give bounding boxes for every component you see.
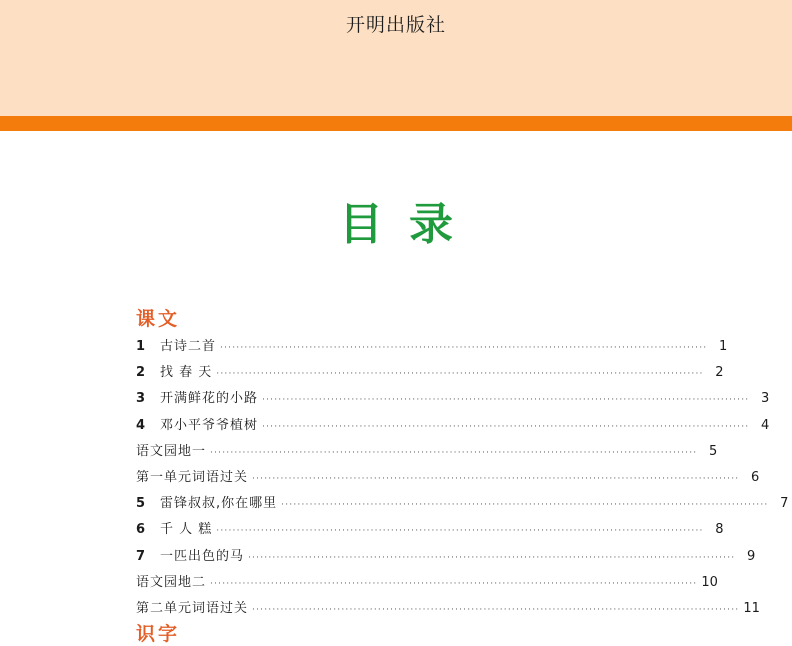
- page-number: 9: [747, 548, 756, 564]
- lesson-number: 3: [136, 391, 146, 407]
- toc-row[interactable]: [136, 440, 718, 466]
- dot-leader: ························································································································: [210, 447, 698, 458]
- page-number: 3: [761, 391, 770, 407]
- dot-leader: ························································································································: [262, 421, 750, 432]
- entry-title: 千 人 糕: [160, 522, 213, 538]
- entry-title: 雷锋叔叔,你在哪里: [160, 496, 278, 512]
- entry-title: 古诗二首: [160, 339, 217, 354]
- page-number: 1: [719, 339, 728, 354]
- entry-title: 一匹出色的马: [160, 548, 245, 564]
- orange-stripe: [0, 116, 792, 131]
- dot-leader: ························································································································: [216, 369, 704, 380]
- toc-row[interactable]: [136, 571, 718, 597]
- toc-list: [136, 335, 789, 623]
- page-title: 目录: [339, 199, 479, 250]
- dot-leader: ························································································································: [248, 552, 736, 563]
- dot-leader: ························································································································: [220, 343, 708, 353]
- entry-title: 开满鲜花的小路: [160, 391, 259, 407]
- dot-leader: ························································································································: [216, 526, 704, 537]
- toc-row[interactable]: [136, 545, 756, 571]
- toc-row[interactable]: [136, 518, 724, 544]
- lesson-number: 5: [136, 496, 146, 512]
- page-number: 8: [715, 522, 724, 538]
- dot-leader: ························································································································: [210, 578, 698, 589]
- section-heading: 课文: [136, 308, 181, 330]
- toc-row[interactable]: [136, 335, 728, 361]
- toc-row[interactable]: [136, 492, 789, 518]
- entry-title: 语文园地一: [136, 443, 207, 459]
- toc-row[interactable]: [136, 466, 760, 492]
- entry-title: 语文园地二: [136, 574, 207, 590]
- page-number: 4: [761, 417, 770, 433]
- page-number: 5: [709, 443, 718, 459]
- toc-row[interactable]: [136, 597, 760, 623]
- publisher-name: 开明出版社: [345, 14, 446, 36]
- page-number: 2: [715, 365, 724, 381]
- dot-leader: ························································································································: [252, 473, 740, 484]
- lesson-number: 6: [136, 522, 146, 538]
- toc-row[interactable]: [136, 387, 770, 413]
- dot-leader: ························································································································: [252, 604, 740, 615]
- entry-title: 第二单元词语过关: [136, 600, 249, 616]
- dot-leader: ························································································································: [281, 500, 769, 511]
- lesson-number: 2: [136, 365, 146, 381]
- entry-title: 邓小平爷爷植树: [160, 417, 259, 433]
- toc-row[interactable]: [136, 414, 770, 440]
- page-number: 11: [743, 600, 760, 616]
- page-number: 7: [780, 496, 789, 512]
- entry-title: 找 春 天: [160, 365, 213, 381]
- dot-leader: ························································································································: [262, 395, 750, 406]
- lesson-number: 1: [136, 339, 146, 354]
- lesson-number: 7: [136, 548, 146, 564]
- toc-row[interactable]: [136, 361, 724, 387]
- entry-title: 第一单元词语过关: [136, 469, 249, 485]
- lesson-number: 4: [136, 417, 146, 433]
- page-number: 6: [751, 469, 760, 485]
- section-heading-next: 识字: [136, 623, 181, 645]
- page-number: 10: [701, 574, 718, 590]
